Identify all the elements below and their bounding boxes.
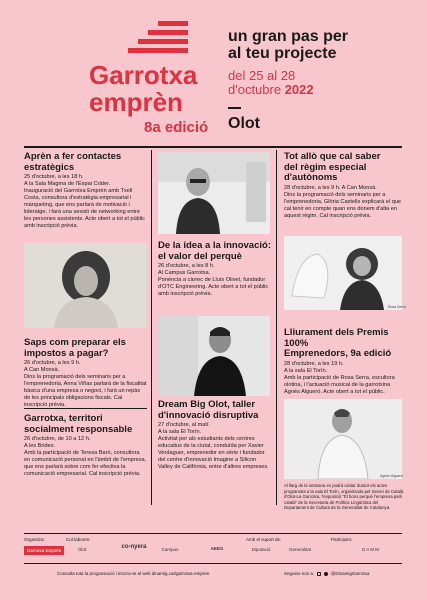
date-line2 <box>228 83 314 97</box>
footer-collaboren: Col·laboren: <box>66 537 91 542</box>
event-title-line2: d'innovació disruptiva <box>158 409 259 421</box>
footer-divider <box>24 533 402 534</box>
event-title-line1: Tot allò que cal saber <box>284 151 381 162</box>
photo-speaker-man-dark-shirt <box>158 316 270 396</box>
event-when: 26 d'octubre, de 10 a 12 h. <box>24 436 91 442</box>
event-when: 28 d'octubre, a les 19 h. <box>284 360 344 367</box>
event-title-line1: Saps com preparar els <box>24 337 126 348</box>
event-responsible-territory <box>24 414 147 478</box>
event-awards <box>284 328 404 396</box>
social-text: Segueix-nos a: <box>284 571 315 576</box>
event-taxes <box>24 338 147 409</box>
event-title-line1: De la idea a la innovació: <box>158 240 271 251</box>
sponsor-logo-campus: Campus <box>161 547 179 552</box>
sponsor-logo-aeeg: AEEG <box>210 546 224 551</box>
photo-speaker-man-glasses <box>158 152 270 234</box>
tagline-line2: al teu projecte <box>228 45 337 62</box>
date-line1: del 25 al 28 <box>228 68 296 83</box>
caption-agnes: Agnès Algueró <box>380 474 403 478</box>
event-dream-big <box>158 400 272 471</box>
photo-singer-agnes <box>284 399 402 479</box>
event-title-line2: del règim especial <box>284 161 367 173</box>
event-where: A la sala El Torín. <box>284 367 328 374</box>
sponsor-logo-generalitat: Generalitat <box>288 547 311 552</box>
event-where: A la sala El Torín. <box>158 429 202 435</box>
event-body: Amb la participació de Rosa Serra, escultora olotina, i l'actuació musical de la garrotxina Agnès Algueró. Acte obert a tot el públic. <box>284 374 395 395</box>
brand-title-line1: Garrotxa <box>89 60 198 90</box>
column-divider-right <box>276 150 277 505</box>
event-body: Inauguració del Garrotxa Emprèn amb Txell Costa, consultora d'estratègia empresarial i màrqueting, que ens parlarà de motivació i lideratge, i farà una sessió de networking entre les persones assistents. Acte obert a tot el públic amb inscripció prèvia. <box>24 188 145 229</box>
city-divider <box>228 107 241 109</box>
footer-organitza: Organitza: <box>24 537 45 542</box>
event-title-line2: el valor del perquè <box>158 250 242 262</box>
social-handle[interactable]: @DinamigGarrotxa <box>330 571 370 576</box>
event-title-line2: socialment responsable <box>24 423 133 435</box>
event-title-line1: Aprèn a fer contactes <box>24 151 122 162</box>
section-top-divider <box>24 146 402 148</box>
event-title-line2: estratègics <box>24 161 75 173</box>
social-label <box>284 571 369 576</box>
event-body: Amb la participació de Teresa Baró, consultora en comunicació personal en l'àmbit de l'empresa, que ens parlarà sobre com fer efectiva la comunicació empresarial. Cal inscripció prèvia. <box>24 450 147 477</box>
event-innovation <box>158 241 272 298</box>
event-networking <box>24 152 147 230</box>
event-when: 27 d'octubre, al matí. <box>158 422 211 428</box>
program-web-link[interactable]: Consulta tota la programació i inscriu-te al web dinamig.cat/garrotxa-empren <box>57 571 210 576</box>
event-when: 26 d'octubre, a les 8 h. <box>158 263 215 269</box>
left-column-divider <box>24 408 147 409</box>
event-when: 25 d'octubre, a les 18 h. <box>24 174 84 180</box>
footer-amb-suport: Amb el suport de: <box>246 537 282 542</box>
event-body: Dins la programació dels seminaris per a l'emprenedoria, Anna Viñas parlarà de la fiscalitat bàsica d'una empresa o negoci, i farà un repàs de les principals obligacions fiscals. Cal inscripció prèvia. <box>24 374 147 408</box>
event-self-employed <box>284 152 404 220</box>
event-title-line1: Garrotxa, territori <box>24 413 103 424</box>
sponsor-logo-conyera: co-nyera <box>121 544 147 550</box>
date-month: d'octubre <box>228 82 282 97</box>
brand-title-line2: emprèn <box>89 87 183 117</box>
event-when: 26 d'octubre, a les 9 h. <box>24 360 81 366</box>
sponsor-logo-diputacio: Diputació <box>251 547 271 552</box>
event-where: Al Campus Garrotxa. <box>158 270 211 276</box>
event-where: A la Sala Magma de l'Espai Cràter. <box>24 181 111 187</box>
sponsor-logo-olot: Olot <box>77 547 87 552</box>
brand-edition: 8a edició <box>144 119 209 136</box>
event-title-line1: Lliurament dels Premis 100% <box>284 327 389 349</box>
event-body: Ponència a càrrec de Lluís Olivet, fundador d'OTC Engineering. Acte obert a tot el públic amb inscripció prèvia. <box>158 277 269 297</box>
event-where: A Can Monsà. <box>24 367 60 373</box>
event-title-line3: d'autònoms <box>284 172 338 183</box>
photo-sculpture-rosa-serra <box>284 236 402 310</box>
caption-rosa: Rosa Serra <box>388 305 406 309</box>
event-title-line2: impostos a pagar? <box>24 347 109 359</box>
event-where: A les Brides. <box>24 443 56 449</box>
bottom-divider <box>24 563 402 564</box>
event-body: Activitat per als estudiants dels centres educatius de la ciutat, conduïda per Xavier Verdaguer, emprenedor en sèrie i fundador del centre d'innovació Imagine a Silicon Valley de Califòrnia, entre d'altres empreses. <box>158 436 269 470</box>
event-title-line1: Dream Big Olot, taller <box>158 399 256 410</box>
instagram-icon[interactable] <box>317 572 321 576</box>
event-title-line2: Emprenedors, 9a edició <box>284 348 392 359</box>
event-when: 28 d'octubre, a les 9 h. A Can Monsà. <box>284 184 377 191</box>
event-body: Dins la programació dels seminaris per a l'emprenedoria, Glòria Castells explicarà el que cal tenir en compte quan ens donem d'alta en aquest règim. Cal inscripció prèvia. <box>284 191 402 219</box>
sponsor-logo-garrotxa: Garrotxa Emprèn <box>24 546 64 555</box>
photo-speaker-woman-curly <box>24 243 147 328</box>
column-divider-left <box>151 150 152 505</box>
twitter-icon[interactable] <box>324 572 328 576</box>
exhibition-note: Al llarg de la setmana es podrà visitar durant els actes programats a la sala El Torín, organitzada pel Servei de Català d'Olot-La Garrotxa, l'exposició "El bons perquè l'empresa parli català" de la Secretaria de Política Lingüística del Departament de Cultura de la Generalitat de Catalunya. <box>284 483 404 510</box>
city: Olot <box>228 115 260 132</box>
date-year: 2022 <box>284 82 314 97</box>
sponsor-logo-damm: DAMM <box>362 547 380 552</box>
tagline-line1: un gran pas per <box>228 28 349 45</box>
footer-participen: Participen: <box>331 537 353 542</box>
